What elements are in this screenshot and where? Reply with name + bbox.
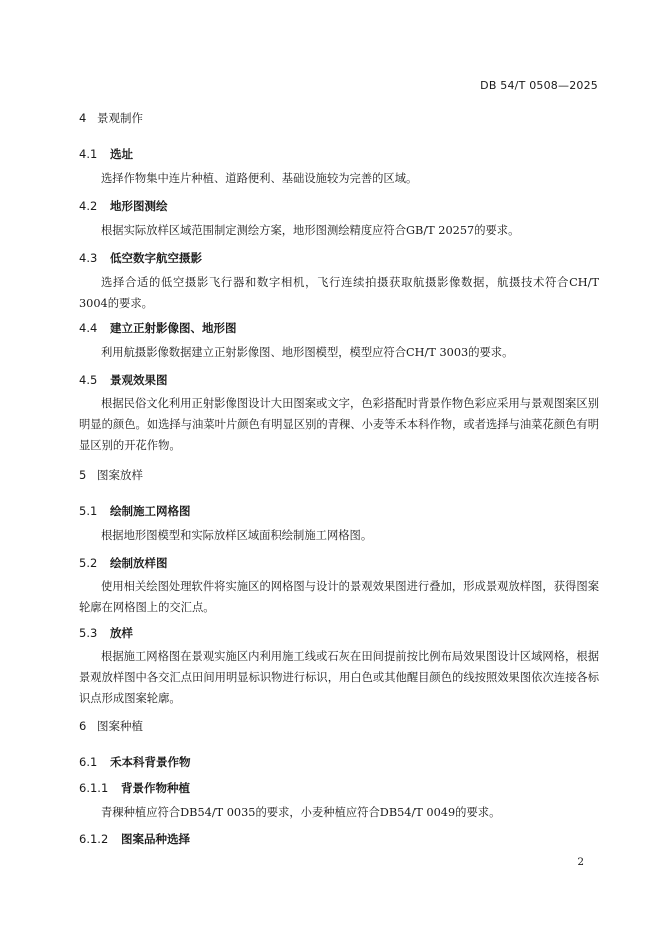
heading-title: 选址: [110, 147, 133, 161]
heading-title: 绘制施工网格图: [110, 504, 191, 518]
heading-5-2: [79, 555, 168, 571]
heading-number: 5.2: [79, 556, 98, 570]
heading-4-2: [79, 198, 168, 214]
heading-number: 5.3: [79, 626, 98, 640]
heading-4: [79, 110, 143, 126]
heading-title: 景观制作: [97, 111, 143, 125]
heading-number: 6: [79, 719, 87, 733]
paragraph-5-2: 使用相关绘图处理软件将实施区的网格图与设计的景观效果图进行叠加，形成景观放样图，获得图案轮廓在网格图上的交汇点。: [79, 580, 599, 614]
heading-number: 6.1: [79, 755, 98, 769]
heading-5-1: [79, 503, 191, 519]
heading-number: 4: [79, 111, 87, 125]
heading-6-1: [79, 754, 191, 770]
heading-title: 建立正射影像图、地形图: [110, 321, 237, 335]
paragraph-4-5: 根据民俗文化利用正射影像图设计大田图案或文字，色彩搭配时背景作物色彩应采用与景观图案区别明显的颜色。如选择与油菜叶片颜色有明显区别的青稞、小麦等禾本科作物，或者选择与油菜花颜色有明显区别的开花作物。: [79, 397, 599, 452]
paragraph-5-3: 根据施工网格图在景观实施区内利用施工线或石灰在田间提前按比例布局效果图设计区域网格，根据景观放样图中各交汇点田间用明显标识物进行标识，用白色或其他醒目颜色的线按照效果图依次连接各标识点形成图案轮廓。: [79, 650, 599, 705]
heading-number: 4.1: [79, 147, 98, 161]
heading-4-4: [79, 320, 237, 336]
heading-5: [79, 467, 143, 483]
heading-6: [79, 718, 143, 734]
heading-title: 图案种植: [97, 719, 143, 733]
paragraph-4-3: 选择合适的低空摄影飞行器和数字相机，飞行连续拍摄获取航摄影像数据，航摄技术符合CH/T 3004的要求。: [79, 276, 599, 310]
heading-number: 6.1.1: [79, 781, 109, 795]
heading-4-1: [79, 146, 133, 162]
paragraph-4-4: 利用航摄影像数据建立正射影像图、地形图模型，模型应符合CH/T 3003的要求。: [101, 346, 514, 359]
heading-number: 4.2: [79, 199, 98, 213]
paragraph-6-1-1: 青稞种植应符合DB54/T 0035的要求，小麦种植应符合DB54/T 0049的要求。: [101, 806, 501, 819]
heading-number: 4.3: [79, 251, 98, 265]
heading-title: 背景作物种植: [121, 781, 190, 795]
heading-title: 放样: [110, 626, 133, 640]
paragraph-4-1: 选择作物集中连片种植、道路便利、基础设施较为完善的区域。: [101, 172, 418, 185]
heading-title: 图案品种选择: [121, 832, 190, 846]
heading-number: 5.1: [79, 504, 98, 518]
heading-6-1-1: [79, 780, 190, 796]
heading-number: 5: [79, 468, 87, 482]
heading-title: 景观效果图: [110, 373, 168, 387]
heading-title: 图案放样: [97, 468, 143, 482]
paragraph-5-1: 根据地形图模型和实际放样区域面积绘制施工网格图。: [101, 529, 373, 542]
heading-number: 4.4: [79, 321, 98, 335]
heading-4-3: [79, 250, 202, 266]
paragraph-4-2: 根据实际放样区域范围制定测绘方案，地形图测绘精度应符合GB/T 20257的要求。: [101, 224, 520, 237]
heading-title: 低空数字航空摄影: [110, 251, 202, 265]
heading-4-5: [79, 372, 168, 388]
page-number: 2: [577, 856, 584, 868]
heading-number: 6.1.2: [79, 832, 109, 846]
heading-title: 地形图测绘: [110, 199, 168, 213]
heading-title: 禾本科背景作物: [110, 755, 191, 769]
standard-code: DB 54/T 0508—2025: [480, 79, 598, 92]
heading-6-1-2: [79, 831, 190, 847]
heading-title: 绘制放样图: [110, 556, 168, 570]
heading-5-3: [79, 625, 133, 641]
heading-number: 4.5: [79, 373, 98, 387]
